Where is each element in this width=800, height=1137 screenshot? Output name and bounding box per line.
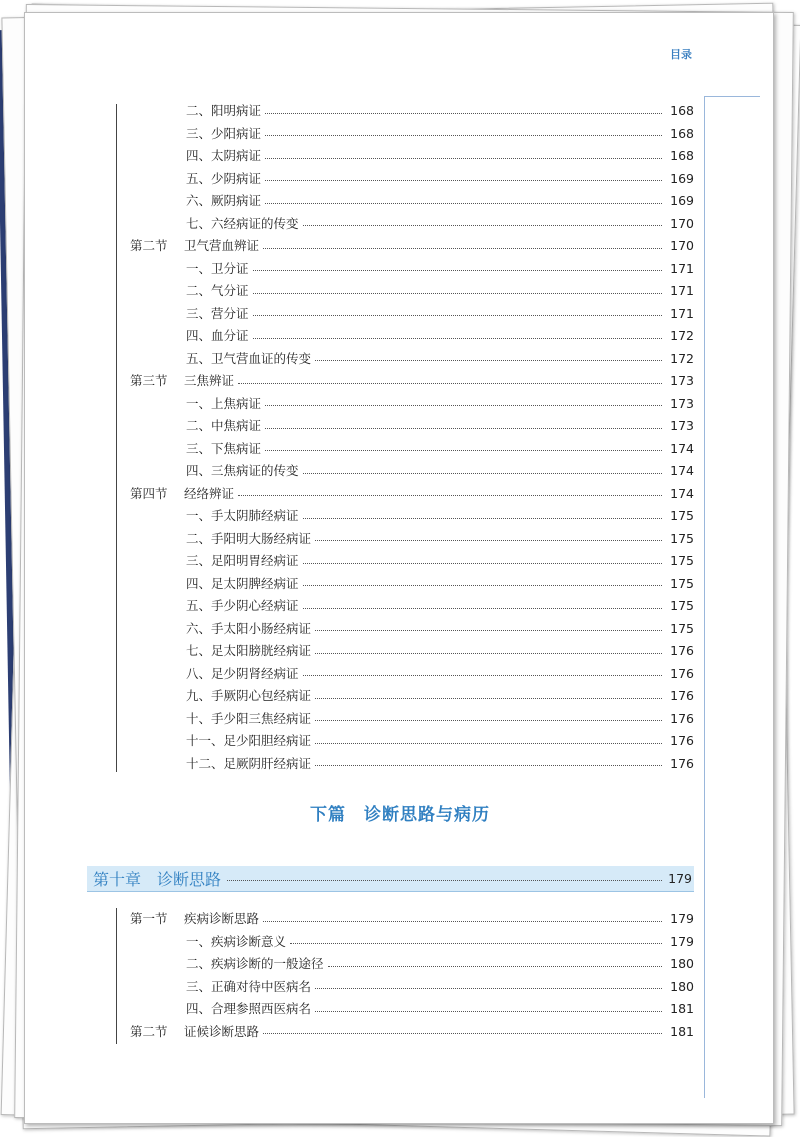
entry-title: 五、卫气营血证的传变 — [186, 350, 312, 366]
toc-item-entry[interactable] — [186, 618, 694, 640]
toc-entry-label — [130, 235, 263, 257]
entry-title: 二、阳明病证 — [186, 103, 262, 118]
toc-entry-label — [186, 618, 315, 640]
toc-page-number: 170 — [670, 238, 694, 253]
toc-section-entry[interactable] — [130, 908, 694, 930]
toc-entry-label — [186, 505, 303, 527]
toc-page-number: 175 — [670, 553, 694, 568]
toc-item-entry[interactable] — [186, 348, 694, 370]
toc-page-number: 173 — [670, 418, 694, 433]
toc-item-entry[interactable] — [186, 190, 694, 212]
toc-page-number: 179 — [670, 933, 694, 949]
toc-page-number: 174 — [670, 440, 694, 456]
toc-item-entry[interactable] — [186, 100, 694, 122]
chapter-entry[interactable] — [87, 866, 694, 892]
toc-page-number: 180 — [670, 956, 694, 971]
toc-entry-label — [186, 325, 253, 347]
entry-title: 三焦辨证 — [184, 373, 235, 388]
toc-page-number: 168 — [670, 125, 694, 141]
entry-title: 疾病诊断思路 — [184, 911, 260, 926]
toc-entry-label — [186, 303, 253, 325]
leader-dots — [303, 563, 662, 564]
entry-title: 二、中焦病证 — [186, 418, 262, 433]
leader-dots — [265, 135, 662, 136]
toc-page-number: 181 — [670, 1023, 694, 1039]
toc-page-number: 171 — [670, 305, 694, 321]
leader-dots — [253, 315, 662, 316]
toc-item-entry[interactable] — [186, 730, 694, 752]
toc-entry-label — [186, 258, 253, 280]
leader-dots — [315, 1011, 662, 1012]
toc-entry-label — [186, 730, 315, 752]
leader-dots — [315, 360, 662, 361]
leader-dots — [263, 921, 662, 922]
toc-page-number: 176 — [670, 665, 694, 681]
toc-page-number: 168 — [670, 148, 694, 163]
leader-dots — [315, 653, 662, 654]
toc-entry-label — [186, 550, 303, 572]
toc-entry-label — [186, 348, 315, 370]
toc-page-number: 176 — [670, 755, 694, 771]
toc-entry-label — [186, 280, 253, 302]
entry-title: 证候诊断思路 — [184, 1023, 260, 1039]
toc-item-entry[interactable] — [186, 685, 694, 707]
leader-dots — [253, 270, 662, 271]
toc-entry-label — [186, 753, 315, 775]
toc-item-entry[interactable] — [186, 325, 694, 347]
entry-title: 五、少阴病证 — [186, 170, 262, 186]
leader-dots — [315, 765, 662, 766]
leader-dots — [227, 880, 662, 881]
leader-dots — [263, 248, 662, 249]
leader-dots — [303, 518, 662, 519]
toc-item-entry[interactable] — [186, 123, 694, 145]
toc-entry-label — [186, 708, 315, 730]
toc-entry-label — [186, 640, 315, 662]
toc-entry-label — [186, 663, 303, 685]
toc-page-number: 180 — [670, 978, 694, 994]
entry-title: 十二、足厥阴肝经病证 — [186, 755, 312, 771]
leader-dots — [315, 720, 662, 721]
leader-dots — [290, 943, 662, 944]
toc-entry-label — [186, 953, 328, 975]
margin-rule — [704, 96, 705, 1098]
entry-title: 六、厥阴病证 — [186, 193, 262, 208]
toc-page-number: 172 — [670, 328, 694, 343]
toc-item-entry[interactable] — [186, 753, 694, 775]
entry-title: 六、手太阳小肠经病证 — [186, 620, 312, 636]
toc-page-number: 173 — [670, 395, 694, 411]
toc-item-entry[interactable] — [186, 505, 694, 527]
toc-page-number: 169 — [670, 193, 694, 208]
toc-item-entry[interactable] — [186, 931, 694, 953]
toc-item-entry[interactable] — [186, 393, 694, 415]
toc-entry-label — [130, 1021, 263, 1043]
toc-item-entry[interactable] — [186, 168, 694, 190]
toc-item-entry[interactable] — [186, 303, 694, 325]
toc-section-entry[interactable] — [130, 1021, 694, 1043]
toc-entry-label — [186, 685, 315, 707]
toc-item-entry[interactable] — [186, 280, 694, 302]
leader-dots — [315, 743, 662, 744]
toc-entry-label — [186, 998, 315, 1020]
entry-title: 五、手少阴心经病证 — [186, 598, 299, 613]
leader-dots — [303, 225, 662, 226]
chapter-label — [87, 867, 227, 890]
toc-page-number: 168 — [670, 103, 694, 118]
entry-title: 三、营分证 — [186, 305, 249, 321]
section-number: 第二节 — [130, 238, 168, 253]
leader-dots — [315, 698, 662, 699]
leader-dots — [265, 203, 662, 204]
leader-dots — [253, 338, 662, 339]
toc-page-number: 176 — [670, 643, 694, 658]
entry-title: 八、足少阴肾经病证 — [186, 665, 299, 681]
entry-title: 四、太阴病证 — [186, 148, 262, 163]
toc-page-number: 174 — [670, 463, 694, 478]
toc-vertical-rule — [116, 104, 117, 772]
leader-dots — [263, 1033, 662, 1034]
leader-dots — [265, 158, 662, 159]
leader-dots — [303, 608, 662, 609]
entry-title: 十一、足少阳胆经病证 — [186, 733, 312, 748]
toc-page-number: 176 — [670, 710, 694, 726]
toc-entry-label — [186, 528, 315, 550]
entry-title: 经络辨证 — [184, 485, 235, 501]
toc-page-number: 176 — [670, 688, 694, 703]
entry-title: 二、手阳明大肠经病证 — [186, 530, 312, 546]
leader-dots — [238, 383, 662, 384]
toc-page-number: 175 — [670, 598, 694, 613]
toc-page-number: 175 — [670, 575, 694, 591]
section-number: 第一节 — [130, 911, 168, 926]
toc-section-entry[interactable] — [130, 483, 694, 505]
chapter-prefix: 第十章 — [93, 870, 142, 889]
entry-title: 七、足太阳膀胱经病证 — [186, 643, 312, 658]
section-number: 第三节 — [130, 373, 168, 388]
toc-page-number: 175 — [670, 620, 694, 636]
entry-title: 三、下焦病证 — [186, 440, 262, 456]
entry-title: 三、正确对待中医病名 — [186, 978, 312, 994]
part-prefix: 下篇 — [310, 805, 346, 825]
toc-entry-label — [186, 123, 265, 145]
entry-title: 九、手厥阴心包经病证 — [186, 688, 312, 703]
toc-item-entry[interactable] — [186, 976, 694, 998]
leader-dots — [265, 450, 662, 451]
margin-rule-top — [704, 96, 760, 97]
entry-title: 一、疾病诊断意义 — [186, 933, 287, 949]
toc-entry-label — [130, 908, 263, 930]
toc-item-entry[interactable] — [186, 528, 694, 550]
toc-page-number: 170 — [670, 215, 694, 231]
leader-dots — [315, 630, 662, 631]
leader-dots — [265, 113, 662, 114]
toc-item-entry[interactable] — [186, 415, 694, 437]
part-title: 诊断思路与病历 — [364, 805, 490, 825]
toc-item-entry[interactable] — [186, 640, 694, 662]
entry-title: 十、手少阳三焦经病证 — [186, 710, 312, 726]
toc-entry-label — [186, 438, 265, 460]
running-head: 目录 — [670, 48, 692, 61]
entry-title: 二、气分证 — [186, 283, 249, 298]
entry-title: 四、三焦病证的传变 — [186, 463, 299, 478]
entry-title: 一、卫分证 — [186, 260, 249, 276]
toc-page-number: 176 — [670, 733, 694, 748]
toc-entry-label — [186, 145, 265, 167]
toc-item-entry[interactable] — [186, 998, 694, 1020]
entry-title: 二、疾病诊断的一般途径 — [186, 956, 324, 971]
leader-dots — [238, 495, 662, 496]
section-number: 第四节 — [130, 485, 168, 501]
chapter-title: 诊断思路 — [157, 870, 222, 889]
toc-item-entry[interactable] — [186, 460, 694, 482]
toc-section-entry[interactable] — [130, 235, 694, 257]
toc-entry-label — [186, 213, 303, 235]
toc-entry-label — [186, 595, 303, 617]
toc-entry-label — [130, 483, 238, 505]
entry-title: 三、少阳病证 — [186, 125, 262, 141]
leader-dots — [265, 428, 662, 429]
leader-dots — [303, 675, 662, 676]
entry-title: 七、六经病证的传变 — [186, 215, 299, 231]
toc-page-number: 171 — [670, 260, 694, 276]
toc-item-entry[interactable] — [186, 595, 694, 617]
toc-entry-label — [186, 168, 265, 190]
leader-dots — [315, 540, 662, 541]
entry-title: 一、手太阴肺经病证 — [186, 508, 299, 523]
toc-entry-label — [186, 393, 265, 415]
leader-dots — [265, 405, 662, 406]
toc-entry-label — [186, 573, 303, 595]
leader-dots — [315, 988, 662, 989]
leader-dots — [303, 585, 662, 586]
toc-item-entry[interactable] — [186, 213, 694, 235]
leader-dots — [253, 293, 662, 294]
section-number: 第二节 — [130, 1023, 168, 1039]
toc-entry-label — [186, 190, 265, 212]
toc-page-number: 171 — [670, 283, 694, 298]
toc-entry-label — [186, 460, 303, 482]
toc-item-entry[interactable] — [186, 573, 694, 595]
toc-item-entry[interactable] — [186, 145, 694, 167]
toc-page-number: 174 — [670, 485, 694, 501]
entry-title: 四、足太阴脾经病证 — [186, 575, 299, 591]
entry-title: 四、合理参照西医病名 — [186, 1001, 312, 1016]
entry-title: 卫气营血辨证 — [184, 238, 260, 253]
toc-item-entry[interactable] — [186, 953, 694, 975]
part-heading — [0, 800, 800, 825]
toc-page-number: 173 — [670, 373, 694, 388]
toc-item-entry[interactable] — [186, 438, 694, 460]
toc-item-entry[interactable] — [186, 663, 694, 685]
leader-dots — [328, 966, 662, 967]
toc-item-entry[interactable] — [186, 708, 694, 730]
toc-item-entry[interactable] — [186, 258, 694, 280]
toc-entry-label — [130, 370, 238, 392]
chapter-page-number: 179 — [668, 871, 692, 886]
toc-page-number: 179 — [670, 911, 694, 926]
entry-title: 四、血分证 — [186, 328, 249, 343]
toc-entry-label — [186, 100, 265, 122]
entry-title: 三、足阳明胃经病证 — [186, 553, 299, 568]
entry-title: 一、上焦病证 — [186, 395, 262, 411]
toc-page-number: 169 — [670, 170, 694, 186]
toc-vertical-rule — [116, 908, 117, 1044]
toc-item-entry[interactable] — [186, 550, 694, 572]
toc-section-entry[interactable] — [130, 370, 694, 392]
toc-page-number: 172 — [670, 350, 694, 366]
toc-entry-label — [186, 931, 290, 953]
toc-entry-label — [186, 976, 315, 998]
toc-page-number: 175 — [670, 508, 694, 523]
toc-page-number: 175 — [670, 530, 694, 546]
leader-dots — [265, 180, 662, 181]
leader-dots — [303, 473, 662, 474]
toc-entry-label — [186, 415, 265, 437]
toc-page-number: 181 — [670, 1001, 694, 1016]
